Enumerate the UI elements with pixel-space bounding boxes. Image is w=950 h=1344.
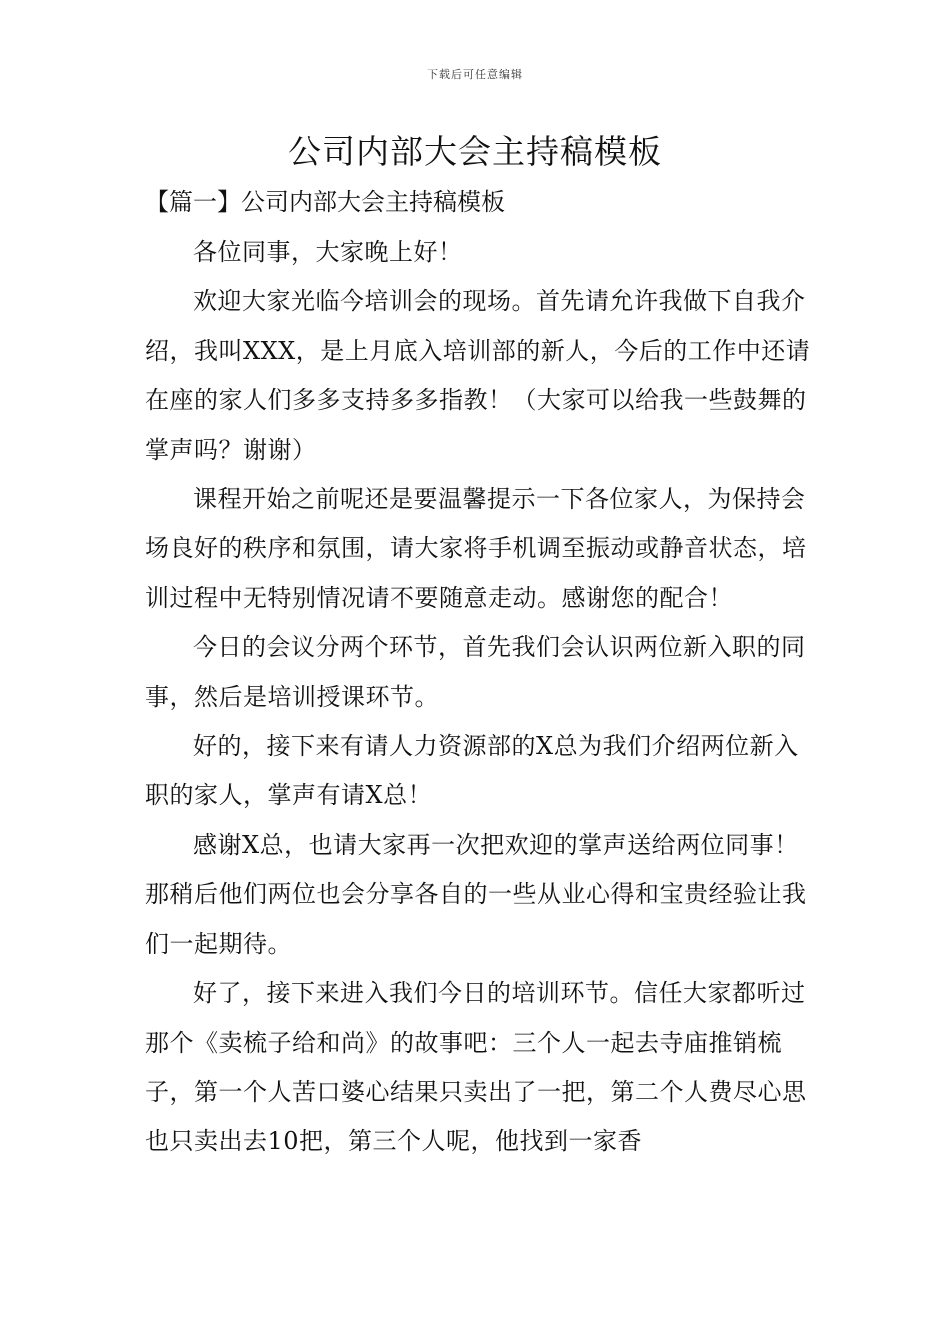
document-body (145, 178, 815, 1167)
paragraph-invite-hr: 好的，接下来有请人力资源部的X总为我们介绍两位新入职的家人，掌声有请X总！ (145, 732, 799, 810)
paragraph-thanks: 感谢X总，也请大家再一次把欢迎的掌声送给两位同事！那稍后他们两位也会分享各自的一些从业心得和宝贵经验让我们一起期待。 (145, 830, 807, 958)
section-heading: 【篇一】公司内部大会主持稿模板 (145, 188, 505, 216)
paragraph-reminder: 课程开始之前呢还是要温馨提示一下各位家人，为保持会场良好的秩序和氛围，请大家将手机调至振动或静音状态，培训过程中无特别情况请不要随意走动。感谢您的配合！ (145, 485, 807, 612)
paragraph-agenda: 今日的会议分两个环节，首先我们会认识两位新入职的同事，然后是培训授课环节。 (145, 633, 806, 711)
header-note: 下载后可任意编辑 (427, 68, 523, 81)
paragraph-self-introduction: 欢迎大家光临今培训会的现场。首先请允许我做下自我介绍，我叫XXX，是上月底入培训部的新人，今后的工作中还请在座的家人们多多支持多多指教！（大家可以给我一些鼓舞的掌声吗？谢谢） (145, 287, 811, 464)
paragraph-training-story: 好了，接下来进入我们今日的培训环节。信任大家都听过那个《卖梳子给和尚》的故事吧：三个人一起去寺庙推销梳子，第一个人苦口婆心结果只卖出了一把，第二个人费尽心思也只卖出去10把，第三个人呢，他找到一家香 (145, 979, 807, 1156)
document-title: 公司内部大会主持稿模板 (288, 132, 662, 171)
paragraph-greeting: 各位同事，大家晚上好！ (193, 238, 463, 266)
